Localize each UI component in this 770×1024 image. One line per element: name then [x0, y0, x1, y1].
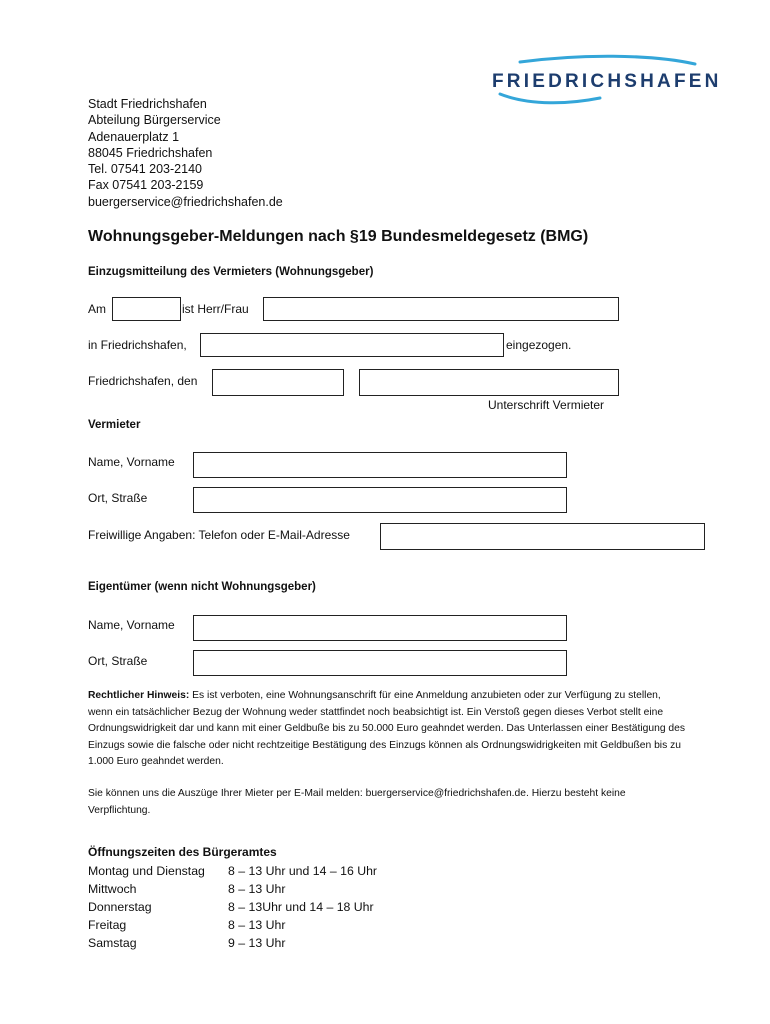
sender-line: Adenauerplatz 1 [88, 129, 180, 144]
sender-line: Tel. 07541 203-2140 [88, 162, 202, 177]
hours-time: 9 – 13 Uhr [228, 936, 286, 950]
landlord-address-label: Ort, Straße [88, 491, 148, 505]
landlord-name-label: Name, Vorname [88, 455, 175, 469]
landlord-name-field[interactable] [193, 452, 567, 478]
hours-time: 8 – 13Uhr und 14 – 18 Uhr [228, 900, 374, 914]
owner-heading: Eigentümer (wenn nicht Wohnungsgeber) [88, 581, 316, 593]
hours-day: Donnerstag [88, 900, 152, 914]
hours-time: 8 – 13 Uhr [228, 918, 286, 932]
move-in-date-field[interactable] [112, 297, 181, 321]
hours-time: 8 – 13 Uhr und 14 – 16 Uhr [228, 864, 378, 878]
hours-day: Mittwoch [88, 882, 137, 896]
hours-row [88, 900, 374, 914]
logo-top-swoosh [520, 56, 695, 64]
eingezogen-label: eingezogen. [506, 338, 572, 352]
opening-hours-title: Öffnungszeiten des Bürgeramtes [88, 845, 277, 859]
hours-row [88, 882, 285, 896]
hours-row [88, 918, 285, 932]
hours-row [88, 864, 377, 878]
city-label: in Friedrichshafen, [88, 338, 187, 352]
sender-email: buergerservice@friedrichshafen.de [88, 194, 283, 209]
tenant-name-field[interactable] [263, 297, 619, 321]
place-date-label: Friedrichshafen, den [88, 374, 198, 388]
hours-day: Samstag [88, 936, 137, 950]
am-label: Am [88, 302, 106, 316]
owner-name-field[interactable] [193, 615, 567, 641]
landlord-heading: Vermieter [88, 419, 141, 431]
owner-name-label: Name, Vorname [88, 618, 175, 632]
hours-day: Montag und Dienstag [88, 864, 205, 878]
owner-address-field[interactable] [193, 650, 567, 676]
landlord-contact-label: Freiwillige Angaben: Telefon oder E-Mail-Adresse [88, 528, 350, 542]
hours-time: 8 – 13 Uhr [228, 882, 286, 896]
sender-address [88, 96, 283, 210]
landlord-contact-field[interactable] [380, 523, 705, 550]
sender-line: Fax 07541 203-2159 [88, 178, 204, 193]
landlord-address-field[interactable] [193, 487, 567, 513]
address-field[interactable] [200, 333, 504, 357]
sender-line: 88045 Friedrichshafen [88, 145, 213, 160]
signature-caption: Unterschrift Vermieter [488, 398, 605, 412]
page-title: Wohnungsgeber-Meldungen nach §19 Bundesmeldegesetz (BMG) [88, 228, 589, 245]
logo-wordmark: FRIEDRICHSHAFEN [492, 71, 722, 92]
hours-day: Freitag [88, 918, 127, 932]
herr-frau-label: ist Herr/Frau [182, 302, 249, 316]
sender-line: Abteilung Bürgerservice [88, 113, 221, 128]
signing-date-field[interactable] [212, 369, 344, 396]
email-note: Sie können uns die Auszüge Ihrer Mieter per E-Mail melden: buergerservice@friedrichshafen.de. Hierzu besteht keine Verpflichtung. [88, 788, 626, 816]
legal-notice-title: Rechtlicher Hinweis: [88, 690, 190, 701]
legal-notice-text: Es ist verboten, eine Wohnungsanschrift für eine Anmeldung anzubieten oder zur Verfügung zu stellen, wenn ein tatsächlicher Bezug der Wohnung weder stattfindet noch beabsichtigt ist. Ein Verstoß gegen dieses Verbot stellt eine Ordnungswidrigkeit dar und kann mit einer Geldbuße bis zu 50.000 Euro geahndet werden. Das Unterlassen einer Bestätigung des Einzugs sowie die falsche oder nicht rechtzeitige Bestätigung des Einzugs können als Ordnungswidrigkeiten mit Geldbußen bis zu 1.000 Euro geahndet werden. [88, 690, 686, 768]
landlord-signature-field[interactable] [359, 369, 619, 396]
owner-address-label: Ort, Straße [88, 654, 148, 668]
logo-bottom-swoosh [500, 94, 600, 103]
hours-row [88, 936, 285, 950]
move-in-heading: Einzugsmitteilung des Vermieters (Wohnungsgeber) [88, 266, 374, 278]
sender-line: Stadt Friedrichshafen [88, 97, 207, 111]
legal-notice [88, 688, 688, 771]
